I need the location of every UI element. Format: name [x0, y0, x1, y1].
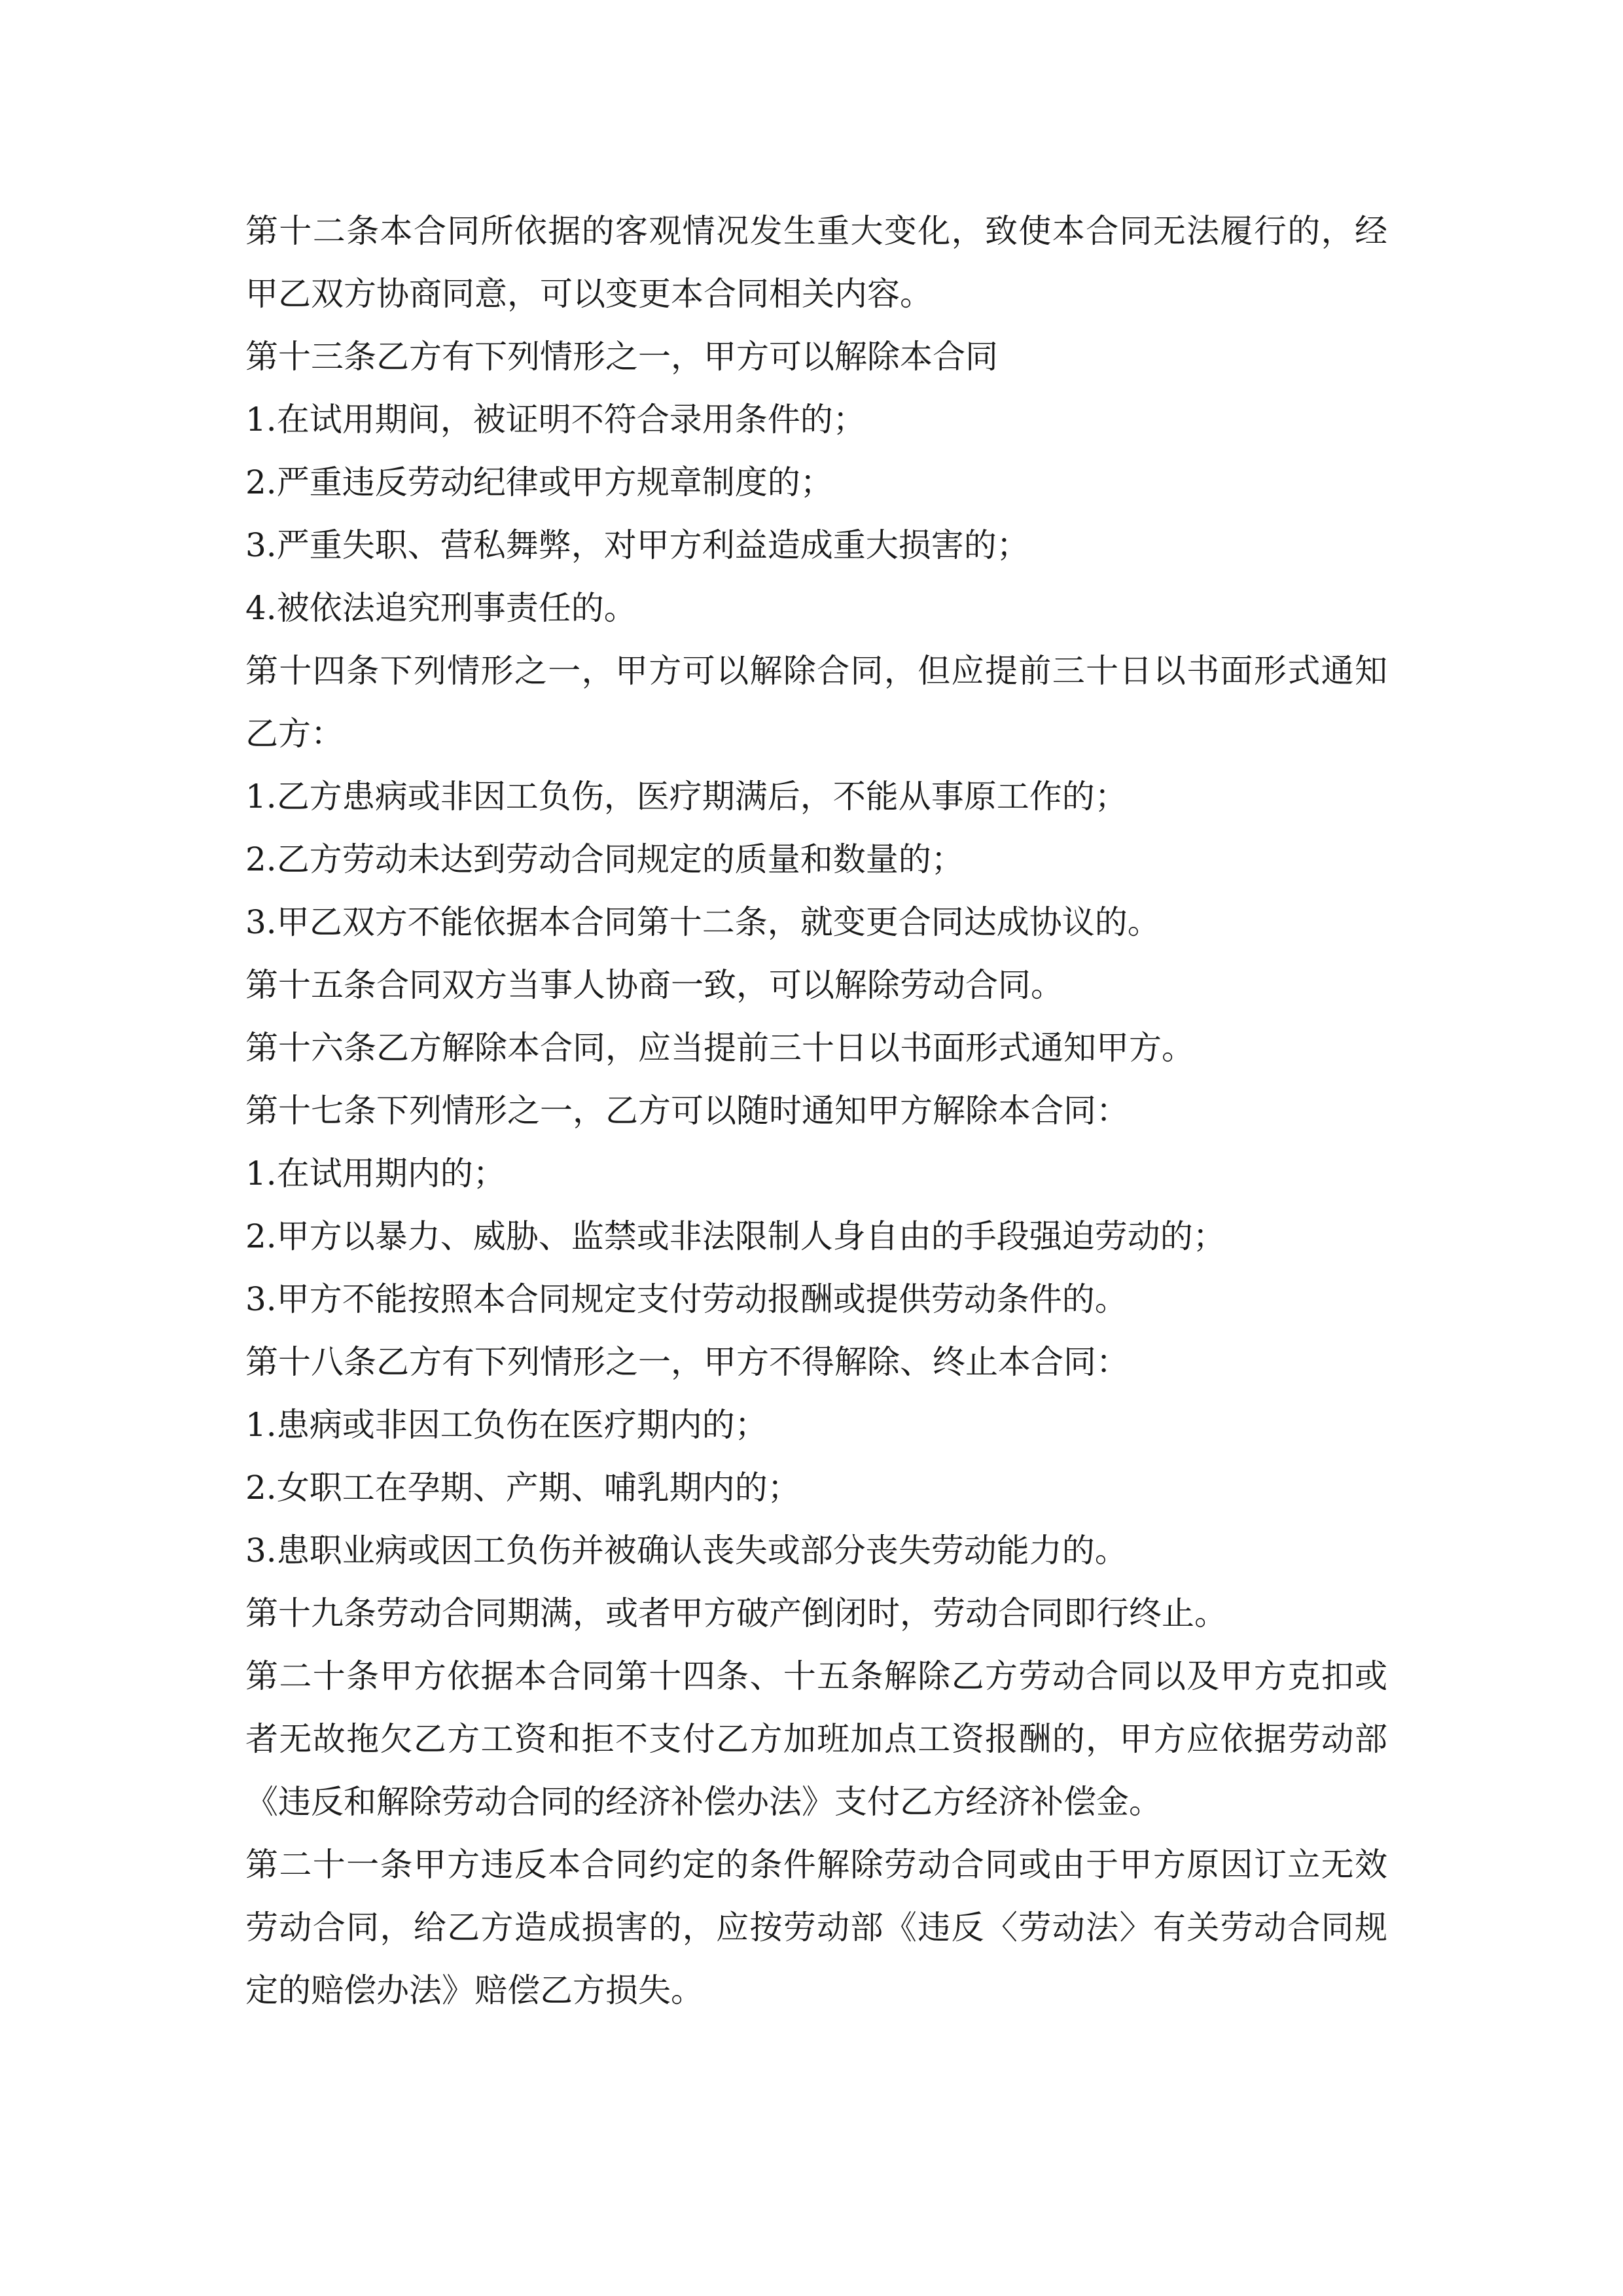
paragraph-article-18: 第十八条乙方有下列情形之一，甲方不得解除、终止本合同：	[245, 1343, 1129, 1381]
paragraph-article-16: 第十六条乙方解除本合同，应当提前三十日以书面形式通知甲方。	[245, 1029, 1194, 1067]
list-item: 3.甲方不能按照本合同规定支付劳动报酬或提供劳动条件的。	[245, 1280, 1128, 1318]
list-item: 1.患病或非因工负伤在医疗期内的；	[245, 1406, 768, 1444]
paragraph-article-14: 第十四条下列情形之一，甲方可以解除合同，但应提前三十日以书面形式通知乙方：	[245, 652, 1387, 753]
list-item: 3.严重失职、营私舞弊，对甲方利益造成重大损害的；	[245, 526, 1029, 564]
paragraph-article-15: 第十五条合同双方当事人协商一致，可以解除劳动合同。	[245, 966, 1063, 1004]
list-item: 3.患职业病或因工负伤并被确认丧失或部分丧失劳动能力的。	[245, 1532, 1128, 1570]
list-item: 3.甲乙双方不能依据本合同第十二条，就变更合同达成协议的。	[245, 903, 1160, 941]
list-item: 2.甲方以暴力、威胁、监禁或非法限制人身自由的手段强迫劳动的；	[245, 1217, 1226, 1255]
paragraph-article-17: 第十七条下列情形之一，乙方可以随时通知甲方解除本合同：	[245, 1092, 1129, 1130]
paragraph-article-13: 第十三条乙方有下列情形之一，甲方可以解除本合同	[245, 338, 998, 376]
list-item: 4.被依法追究刑事责任的。	[245, 589, 637, 627]
list-item: 2.乙方劳动未达到劳动合同规定的质量和数量的；	[245, 840, 964, 878]
paragraph-article-19: 第十九条劳动合同期满，或者甲方破产倒闭时，劳动合同即行终止。	[245, 1594, 1227, 1632]
list-item: 1.乙方患病或非因工负伤，医疗期满后，不能从事原工作的；	[245, 778, 1128, 816]
list-item: 2.严重违反劳动纪律或甲方规章制度的；	[245, 463, 833, 501]
paragraph-article-12: 第十二条本合同所依据的客观情况发生重大变化，致使本合同无法履行的，经甲乙双方协商同意，可以变更本合同相关内容。	[245, 212, 1387, 313]
list-item: 2.女职工在孕期、产期、哺乳期内的；	[245, 1469, 800, 1507]
paragraph-article-21: 第二十一条甲方违反本合同约定的条件解除劳动合同或由于甲方原因订立无效劳动合同，给乙方造成损害的，应按劳动部《违反〈劳动法〉有关劳动合同规定的赔偿办法》赔偿乙方损失。	[245, 1846, 1387, 2009]
document-body	[245, 200, 1387, 2022]
list-item: 1.在试用期内的；	[245, 1155, 506, 1193]
list-item: 1.在试用期间，被证明不符合录用条件的；	[245, 401, 866, 439]
paragraph-article-20: 第二十条甲方依据本合同第十四条、十五条解除乙方劳动合同以及甲方克扣或者无故拖欠乙方工资和拒不支付乙方加班加点工资报酬的，甲方应依据劳动部《违反和解除劳动合同的经济补偿办法》支付乙方经济补偿金。	[245, 1657, 1387, 1821]
